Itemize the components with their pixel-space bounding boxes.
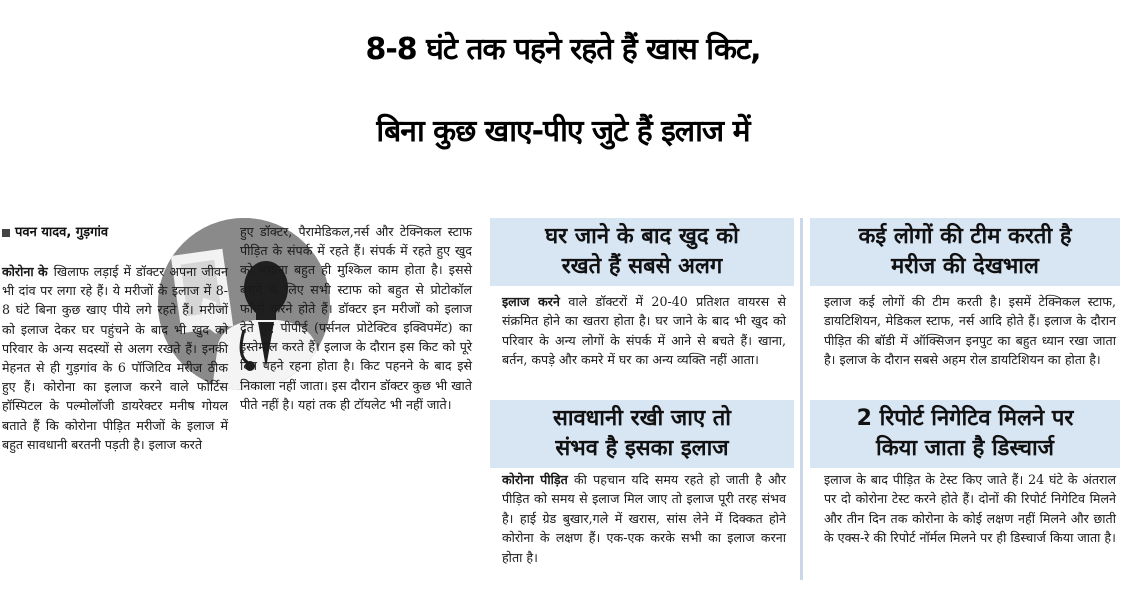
article-col1-text: खिलाफ लड़ाई में डॉक्टर अपना जीवन भी दांव पर लगा रहे हैं। ये मरीजों के इलाज में 8-8 घंटे बिना कुछ खाए पीये लगे रहते हैं। मरीजों को इलाज देकर घर पहुंचने के बाद भी खुद को परिवार के अन्य सदस्यों से अलग रखते हैं। इनकी मेहनत से ही गुड़गांव के 6 पॉजिटिव मरीज ठीक हुए हैं। कोरोना का इलाज करने वाले फोर्टिस हॉस्पिटल के पल्मोलॉजी डायरेक्टर मनीष गोयल बताते हैं कि कोरोना पीड़ित मरीजों के इलाज में बहुत सावधानी बरतनी पड़ती है। इलाज करते bbox=[2, 264, 228, 452]
box-1-heading-line-2: रखते हैं सबसे अलग bbox=[561, 254, 723, 279]
box-1-body bbox=[502, 292, 786, 370]
headline-line-2: बिना कुछ खाए-पीए जुटे हैं इलाज में bbox=[376, 114, 750, 149]
box-1-heading-line-1: घर जाने के बाद खुद को bbox=[545, 224, 739, 249]
article-column-1 bbox=[2, 262, 228, 454]
box-4-body bbox=[824, 470, 1116, 548]
box-1-heading bbox=[490, 218, 794, 286]
box-1-text: वाले डॉक्टरों में 20-40 प्रतिशत वायरस से संक्रमित होने का खतरा होता है। घर जाने के बाद भी खुद को परिवार के अन्य लोगों के संपर्क में आने से बचते हैं। खाना, बर्तन, कपड़े और कमरे में घर का अन्य व्यक्ति नहीं आता। bbox=[502, 294, 786, 368]
box-4-heading-line-1: 2 रिपोर्ट निगेटिव मिलने पर bbox=[856, 406, 1074, 431]
box-2-heading-line-2: मरीज की देखभाल bbox=[891, 254, 1039, 279]
box-3-heading bbox=[490, 400, 794, 468]
box-3-heading-line-2: संभव है इसका इलाज bbox=[555, 436, 729, 461]
headline-line-1: 8-8 घंटे तक पहने रहते हैं खास किट, bbox=[365, 32, 761, 67]
box-2-text: इलाज कई लोगों की टीम करती है। इसमें टेक्निकल स्टाफ, डायटिशियन, मेडिकल स्टाफ, नर्स आदि होते हैं। इलाज के दौरान पीड़ित की बॉडी में ऑक्सिजन इनपुट का बहुत ध्यान रखा जाता है। इलाज के दौरान सबसे अहम रोल डायटिशियन का होता है। bbox=[824, 294, 1116, 368]
box-4-heading-line-2: किया जाता है डिस्चार्ज bbox=[876, 436, 1054, 461]
box-3-text: की पहचान यदि समय रहते हो जाती है और पीड़ित को समय से इलाज मिल जाए तो इलाज पूरी तरह संभव है। हाई ग्रेड बुखार,गले में खरास, सांस लेने में दिक्कत होने कोरोना के लक्षण हैं। एक-एक करके सभी का इलाज करना होता है। bbox=[502, 472, 786, 565]
article-column-2 bbox=[240, 222, 472, 414]
box-4-heading bbox=[810, 400, 1120, 468]
byline-text: पवन यादव, गुड़गांव bbox=[15, 225, 109, 240]
box-2-heading bbox=[810, 218, 1120, 286]
box-3-heading-line-1: सावधानी रखी जाए तो bbox=[552, 406, 732, 431]
box-1-lead: इलाज करने bbox=[502, 294, 560, 309]
article-lead: कोरोना के bbox=[2, 264, 48, 279]
column-divider bbox=[800, 218, 803, 580]
box-3-lead: कोरोना पीड़ित bbox=[502, 472, 568, 487]
byline bbox=[2, 222, 108, 240]
byline-square-icon bbox=[2, 229, 10, 237]
box-4-text: इलाज के बाद पीड़ित के टेस्ट किए जाते हैं। 24 घंटे के अंतराल पर दो कोरोना टेस्ट करने होते हैं। दोनों की रिपोर्ट निगेटिव मिलने और तीन दिन तक कोरोना के कोई लक्षण नहीं मिलने और छाती के एक्स-रे की रिपोर्ट नॉर्मल मिलने पर ही डिस्चार्ज किया जाता है। bbox=[824, 472, 1116, 546]
article-col2-text: हुए डॉक्टर, पैरामेडिकल,नर्स और टेक्निकल स्टाफ पीड़ित के संपर्क में रहते हैं। संपर्क में रहते हुए खुद को बचाना बहुत ही मुश्किल काम होता है। इससे बचने के लिए सभी स्टाफ को बहुत से प्रोटोकॉल फॉलो करने होते हैं। डॉक्टर इन मरीजों को इलाज देते हुए पीपीई (पर्सनल प्रोटेक्टिव इक्विपमेंट) का इस्तेमाल करते हैं। इलाज के दौरान इस किट को पूरे दिन पहने रहना होता है। किट पहनने के बाद इसे निकाला नहीं जाता। इस दौरान डॉक्टर कुछ भी खाते पीते नहीं है। यहां तक ही टॉयलेट भी नहीं जाते। bbox=[240, 224, 472, 412]
box-2-heading-line-1: कई लोगों की टीम करती है bbox=[858, 224, 1072, 249]
box-2-body bbox=[824, 292, 1116, 370]
box-3-body bbox=[502, 470, 786, 567]
